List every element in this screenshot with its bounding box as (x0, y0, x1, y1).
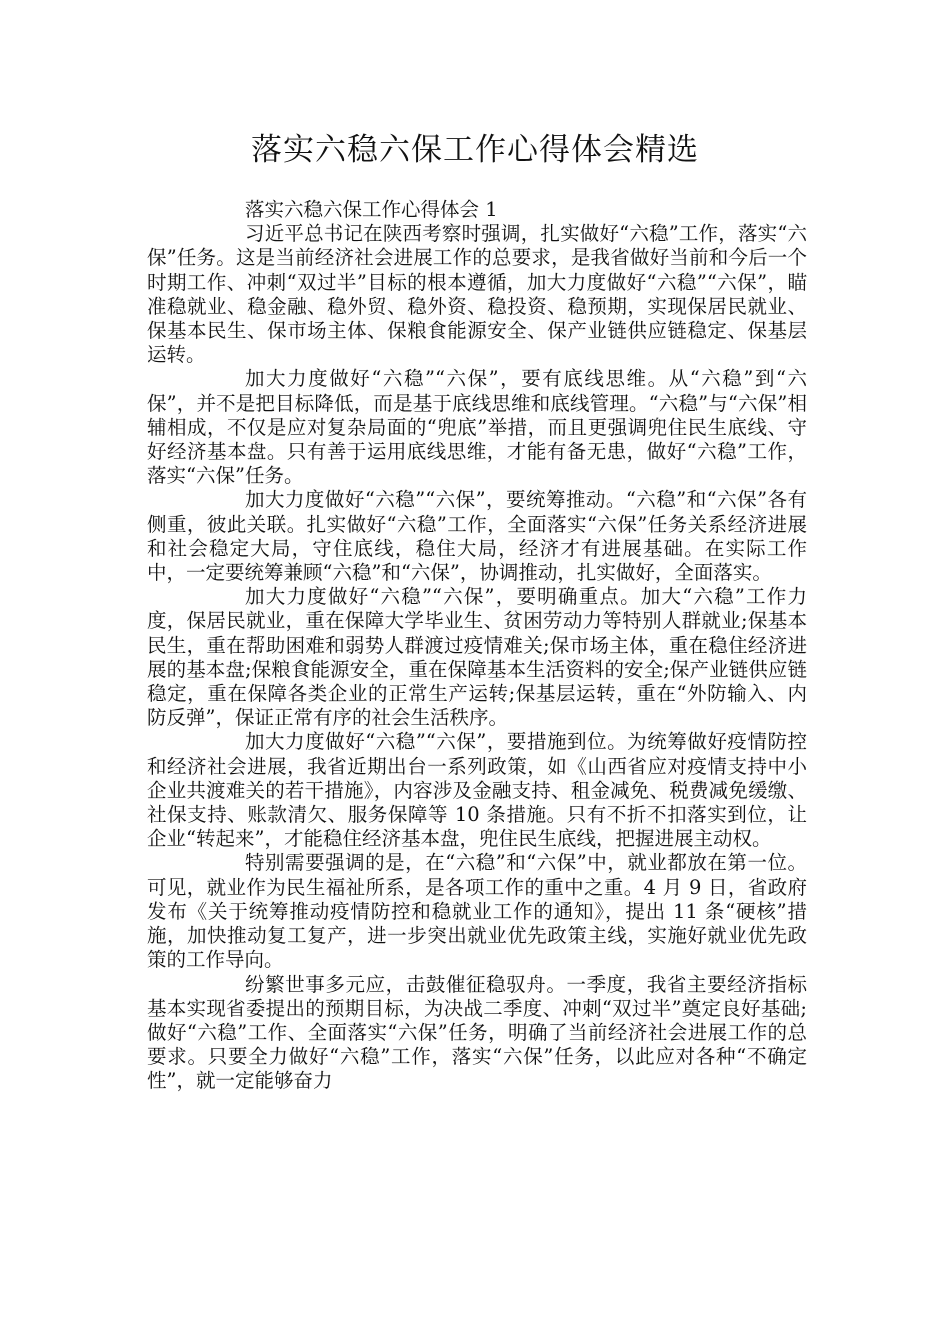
paragraph: 特别需要强调的是，在“六稳”和“六保”中，就业都放在第一位。可见，就业作为民生福祉所系，是各项工作的重中之重。4 月 9 日，省政府发布《关于统筹推动疫情防控和稳就业工作的通知》，提出 11 条“硬核”措施，加快推动复工复产，进一步突出就业优先政策主线，实施好就业优先政策的工作导向。 (147, 851, 807, 972)
paragraph: 加大力度做好“六稳”“六保”，要有底线思维。从“六稳”到“六保”，并不是把目标降低，而是基于底线思维和底线管理。“六稳”与“六保”相辅相成，不仅是应对复杂局面的“兜底”举措，而且更强调兜住民生底线、守好经济基本盘。只有善于运用底线思维，才能有备无患，做好“六稳”工作，落实“六保”任务。 (147, 367, 807, 488)
paragraph: 习近平总书记在陕西考察时强调，扎实做好“六稳”工作，落实“六保”任务。这是当前经济社会进展工作的总要求，是我省做好当前和今后一个时期工作、冲刺“双过半”目标的根本遵循，加大力度做好“六稳”“六保”，瞄准稳就业、稳金融、稳外贸、稳外资、稳投资、稳预期，实现保居民就业、保基本民生、保市场主体、保粮食能源安全、保产业链供应链稳定、保基层运转。 (147, 222, 807, 367)
document-title: 落实六稳六保工作心得体会精选 (251, 132, 699, 168)
section-subtitle: 落实六稳六保工作心得体会 1 (245, 198, 498, 221)
paragraph: 加大力度做好“六稳”“六保”，要措施到位。为统筹做好疫情防控和经济社会进展，我省近期出台一系列政策，如《山西省应对疫情支持中小企业共渡难关的若干措施》，内容涉及金融支持、租金减免、税费减免缓缴、社保支持、账款清欠、服务保障等 10 条措施。只有不折不扣落实到位，让企业“转起来”，才能稳住经济基本盘，兜住民生底线，把握进展主动权。 (147, 730, 807, 851)
paragraph: 加大力度做好“六稳”“六保”，要明确重点。加大“六稳”工作力度，保居民就业，重在保障大学毕业生、贫困劳动力等特别人群就业;保基本民生，重在帮助困难和弱势人群渡过疫情难关;保市场主体，重在稳住经济进展的基本盘;保粮食能源安全，重在保障基本生活资料的安全;保产业链供应链稳定，重在保障各类企业的正常生产运转;保基层运转，重在“外防输入、内防反弹”，保证正常有序的社会生活秩序。 (147, 585, 807, 730)
paragraph: 加大力度做好“六稳”“六保”，要统筹推动。“六稳”和“六保”各有侧重，彼此关联。扎实做好“六稳”工作，全面落实“六保”任务关系经济进展和社会稳定大局，守住底线，稳住大局，经济才有进展基础。在实际工作中，一定要统筹兼顾“六稳”和“六保”，协调推动，扎实做好，全面落实。 (147, 488, 807, 585)
document-body (147, 198, 807, 1094)
paragraph: 纷繁世事多元应，击鼓催征稳驭舟。一季度，我省主要经济指标基本实现省委提出的预期目标，为决战二季度、冲刺“双过半”奠定良好基础;做好“六稳”工作、全面落实“六保”任务，明确了当前经济社会进展工作的总要求。只要全力做好“六稳”工作，落实“六保”任务，以此应对各种“不确定性”，就一定能够奋力 (147, 972, 807, 1093)
